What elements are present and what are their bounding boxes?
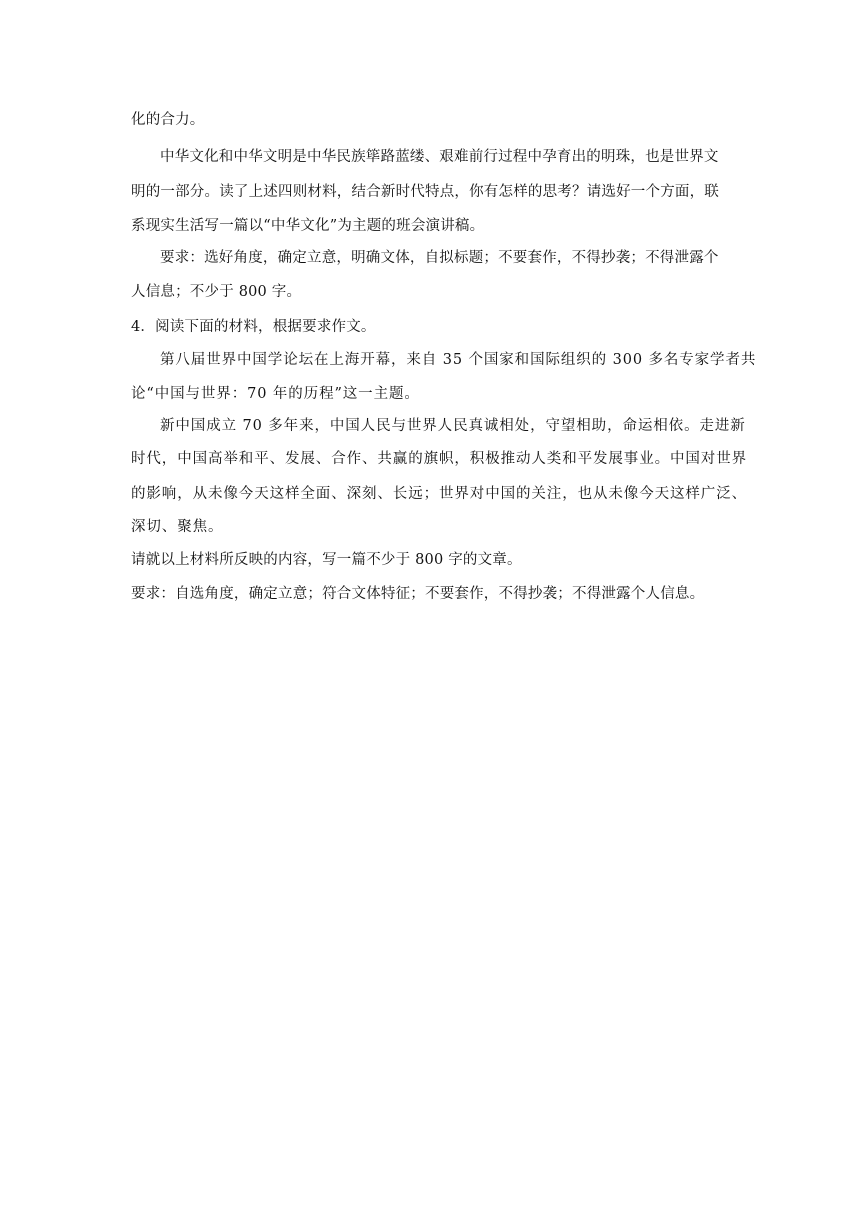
item4-material-line: 新中国成立 70 多年来，中国人民与世界人民真诚相处，守望相助，命运相依。走进新 bbox=[160, 418, 746, 434]
item4-material-line: 的影响，从未像今天这样全面、深刻、长远；世界对中国的关注，也从未像今天这样广泛、 bbox=[131, 486, 747, 502]
item4-material-line: 深切、聚焦。 bbox=[131, 519, 224, 535]
item3-requirements-line: 人信息；不少于 800 字。 bbox=[131, 284, 302, 300]
item4-material-line: 第八届世界中国学论坛在上海开幕，来自 35 个国家和国际组织的 300 多名专家学者共 bbox=[160, 352, 757, 368]
item4-material-line: 时代，中国高举和平、发展、合作、共赢的旗帜，积极推动人类和平发展事业。中国对世界 bbox=[131, 451, 747, 467]
paragraph-intro-end: 化的合力。 bbox=[131, 112, 205, 128]
item4-requirements: 要求：自选角度，确定立意；符合文体特征；不要套作，不得抄袭；不得泄露个人信息。 bbox=[131, 586, 705, 602]
item3-requirements-line: 要求：选好角度，确定立意，明确文体，自拟标题；不要套作，不得抄袭；不得泄露个 bbox=[160, 250, 719, 266]
item4-heading: 4．阅读下面的材料，根据要求作文。 bbox=[131, 319, 376, 335]
item4-task: 请就以上材料所反映的内容，写一篇不少于 800 字的文章。 bbox=[131, 552, 522, 568]
item3-text-line: 系现实生活写一篇以“中华文化”为主题的班会演讲稿。 bbox=[131, 218, 485, 234]
item4-material-line: 论“中国与世界：70 年的历程”这一主题。 bbox=[131, 386, 420, 402]
item3-text-line: 明的一部分。读了上述四则材料，结合新时代特点，你有怎样的思考？请选好一个方面，联 bbox=[131, 184, 719, 200]
item3-text-line: 中华文化和中华文明是中华民族筚路蓝缕、艰难前行过程中孕育出的明珠，也是世界文 bbox=[160, 149, 719, 165]
